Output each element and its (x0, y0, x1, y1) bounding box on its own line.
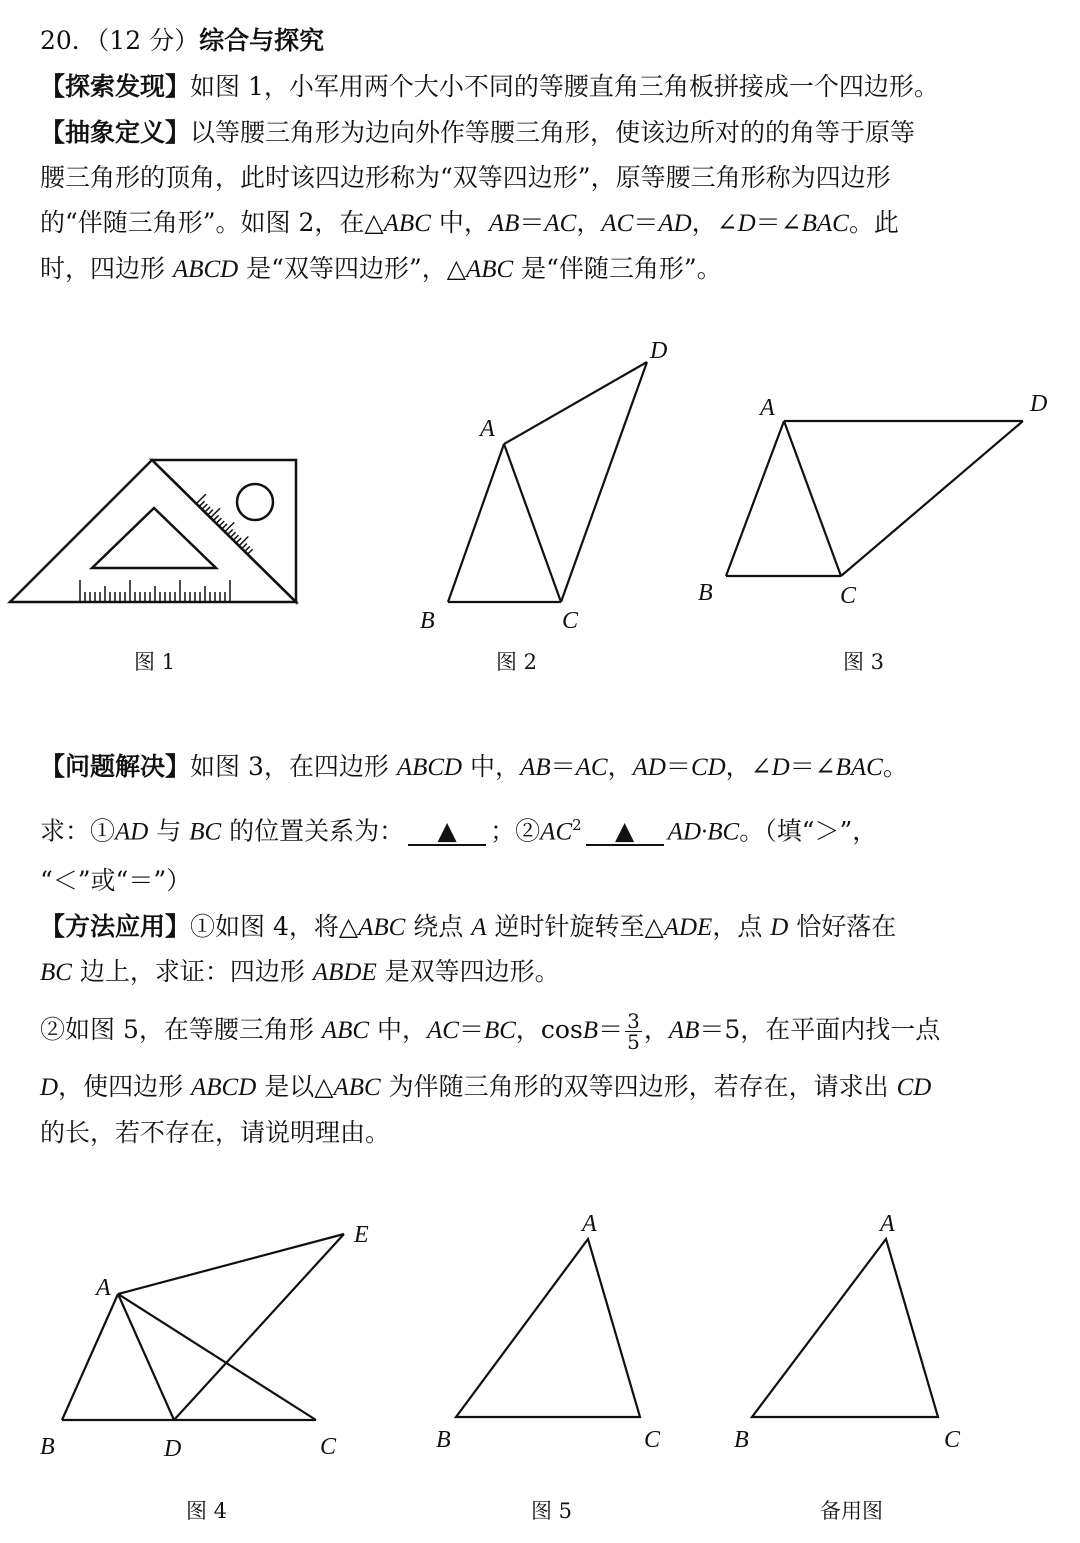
text: 与 (148, 816, 190, 846)
text: “＜”或“＝”） (40, 866, 192, 895)
method-line-5 (40, 1116, 390, 1150)
text: ＝5，在平面内找一点 (699, 1015, 941, 1044)
ruler-tick-diagonal (236, 538, 242, 544)
text: ＝ (550, 752, 576, 781)
ruler-tick-diagonal (224, 522, 234, 532)
ruler-tick-diagonal (244, 546, 250, 552)
figure-1-caption: 图 1 (134, 650, 176, 674)
triangle-ABC (752, 1239, 938, 1417)
ruler-tick-diagonal (196, 494, 206, 504)
fraction-denominator: 5 (627, 1030, 640, 1054)
text: 求：① (40, 816, 116, 846)
text: 的“伴随三角形”。如图 2，在△ (40, 208, 384, 237)
math: BC (189, 818, 222, 846)
fraction-numerator: 3 (627, 1009, 640, 1033)
text: ＝ (458, 1015, 484, 1044)
math: A (471, 914, 487, 941)
math: BC (483, 1017, 516, 1044)
ruler-tick-diagonal (230, 532, 236, 538)
text: 绕点 (405, 912, 472, 941)
figure-5-diagram (430, 1205, 690, 1460)
math: AC (426, 1017, 459, 1044)
definition-text-2: 腰三角形的顶角，此时该四边形称为“双等四边形”，原等腰三角形称为四边形 (40, 163, 891, 192)
math: D (771, 754, 790, 781)
fraction-three-fifths (625, 1011, 642, 1052)
text: 是“伴随三角形”。 (513, 254, 722, 283)
text: 的长，若不存在，请说明理由。 (40, 1118, 391, 1147)
text: 边上，求证：四边形 (71, 957, 313, 986)
text: 中， (369, 1015, 427, 1044)
text: 恰好落在 (788, 912, 897, 941)
figure-4-caption: 图 4 (186, 1499, 228, 1523)
text: 中， (430, 208, 489, 237)
segment-AB (726, 421, 784, 576)
text: ＝ (633, 208, 659, 237)
segment-AB (448, 444, 504, 602)
explore-heading: 【探索发现】 (40, 72, 191, 101)
definition-text-1: 以等腰三角形为边向外作等腰三角形，使该边所对的的角等于原等 (190, 118, 916, 147)
definition-line-3 (40, 206, 899, 241)
explore-paragraph (40, 70, 939, 104)
label-A: A (480, 416, 495, 442)
text: 如图 3，在四边形 (190, 752, 397, 781)
segment-AC (504, 444, 561, 602)
text: ②如图 5，在等腰三角形 (40, 1015, 322, 1044)
math: AD (658, 210, 692, 237)
figure-3-caption: 图 3 (843, 650, 885, 674)
label-A: A (96, 1275, 111, 1301)
small-set-square (152, 460, 296, 602)
ruler-tick-diagonal (210, 508, 220, 518)
text: 的位置关系为： (221, 816, 405, 846)
math: AC (544, 210, 577, 237)
problem-line-1 (40, 750, 908, 785)
explore-text: 如图 1，小军用两个大小不同的等腰直角三角板拼接成一个四边形。 (190, 72, 939, 101)
answer-blank-2[interactable]: ▲ (586, 818, 664, 846)
math: ABC (333, 1074, 381, 1101)
method-line-1 (40, 910, 896, 945)
text: ，∠ (725, 752, 772, 781)
segment-AE (118, 1234, 344, 1294)
math: ADE (663, 914, 713, 941)
label-C: C (320, 1434, 337, 1460)
label-B: B (698, 580, 713, 606)
ruler-tick-diagonal (207, 510, 213, 516)
superscript: 2 (572, 816, 582, 834)
math: BAC (801, 210, 849, 237)
text: 。（填“＞”， (739, 816, 878, 846)
label-B: B (420, 608, 435, 634)
definition-line-2 (40, 161, 891, 195)
text: ，∠ (691, 208, 738, 237)
text: 逆时针旋转至△ (486, 912, 664, 941)
problem-heading: 【问题解决】 (40, 752, 191, 781)
label-E: E (354, 1222, 369, 1248)
question-topic: 综合与探究 (199, 26, 325, 55)
ruler-tick-diagonal (204, 507, 210, 513)
figure-4-diagram (30, 1210, 390, 1470)
label-B: B (436, 1427, 451, 1453)
math: AC (540, 818, 573, 846)
label-B: B (40, 1434, 55, 1460)
problem-line-3 (40, 864, 191, 898)
math: B (582, 1017, 599, 1044)
set-square-hole (237, 484, 273, 520)
text: 为伴随三角形的双等四边形，若存在，请求出 (380, 1072, 897, 1101)
figure-3-diagram (690, 385, 1070, 615)
segment-DE (174, 1234, 344, 1420)
ruler-tick-diagonal (219, 521, 225, 527)
figure-1-set-squares (0, 440, 310, 620)
method-line-4 (40, 1070, 931, 1105)
definition-heading: 【抽象定义】 (40, 118, 191, 147)
ruler-tick-diagonal (221, 524, 227, 530)
text: 。此 (848, 208, 899, 237)
spare-figure-caption: 备用图 (820, 1499, 883, 1523)
ruler-tick-diagonal (202, 504, 208, 510)
answer-blank-1[interactable]: ▲ (408, 818, 486, 846)
segment-AB (62, 1294, 118, 1420)
ruler-tick-diagonal (241, 544, 247, 550)
text: ＝ (519, 208, 545, 237)
figure-2-caption: 图 2 (496, 650, 538, 674)
label-A: A (582, 1211, 597, 1237)
math: ABDE (312, 959, 377, 986)
text: ①如图 4，将△ (190, 912, 359, 941)
segment-AC (784, 421, 841, 576)
segment-CD (841, 421, 1023, 576)
label-D: D (164, 1436, 182, 1462)
segment-AC (118, 1294, 316, 1420)
math: D (40, 1074, 59, 1101)
text: ＝ (665, 752, 691, 781)
math: AB (520, 754, 551, 781)
math: CD (896, 1074, 932, 1101)
ruler-tick-diagonal (247, 549, 253, 555)
triangle-ABC (456, 1239, 640, 1417)
math: AD (632, 754, 666, 781)
math: AC (601, 210, 634, 237)
segment-CD (561, 362, 647, 602)
spare-figure-diagram (728, 1205, 988, 1460)
ruler-tick-diagonal (213, 515, 219, 521)
math: BAC (835, 754, 883, 781)
segment-AD (504, 362, 647, 444)
method-line-2 (40, 955, 560, 990)
ruler-tick-diagonal (233, 535, 239, 541)
label-C: C (644, 1427, 661, 1453)
math: CD (690, 754, 726, 781)
math: ABC (465, 256, 514, 283)
label-C: C (944, 1427, 961, 1453)
definition-line-4 (40, 252, 722, 287)
label-C: C (562, 608, 579, 634)
math: ABCD (396, 754, 463, 781)
ruler-tick-diagonal (199, 501, 205, 507)
text: 是“双等四边形”，△ (238, 254, 466, 283)
inner-triangle-cutout (92, 508, 216, 568)
text: 是双等四边形。 (376, 957, 560, 986)
method-heading: 【方法应用】 (40, 912, 191, 941)
text: 中， (462, 752, 521, 781)
math: ABCD (191, 1074, 257, 1101)
ruler-tick-diagonal (238, 537, 248, 547)
text: ＝ (598, 1015, 624, 1044)
question-number: 20．（12 分） (40, 26, 200, 55)
definition-line-1 (40, 116, 915, 150)
ruler-tick-diagonal (216, 518, 222, 524)
math: ABC (358, 914, 406, 941)
label-D: D (1030, 391, 1048, 417)
text: ， (643, 1015, 669, 1044)
ruler-tick-diagonal (227, 529, 233, 535)
text: ＝∠ (755, 208, 802, 237)
text: ；② (490, 816, 541, 846)
method-line-3 (40, 1011, 940, 1052)
question-title (40, 24, 324, 58)
figure-5-caption: 图 5 (531, 1499, 573, 1523)
math: BC (40, 959, 72, 986)
label-A: A (760, 395, 775, 421)
math: D (770, 914, 789, 941)
text: 时，四边形 (40, 254, 173, 283)
label-A: A (880, 1211, 895, 1237)
text: ＝∠ (789, 752, 836, 781)
math: ABC (383, 210, 431, 237)
text: ，cos (515, 1015, 583, 1044)
math: D (737, 210, 756, 237)
problem-line-2 (40, 808, 877, 849)
label-D: D (650, 338, 668, 364)
math: ABC (321, 1017, 370, 1044)
math: AB (488, 210, 520, 237)
math: AB (668, 1017, 700, 1044)
large-set-square (10, 460, 296, 602)
text: ，使四边形 (58, 1072, 192, 1101)
math: AD (115, 818, 149, 846)
text: 是以△ (256, 1072, 334, 1101)
math: ABCD (172, 256, 239, 283)
math: AD·BC (667, 818, 740, 846)
text: ， (607, 752, 633, 781)
label-C: C (840, 583, 857, 609)
text: ，点 (712, 912, 771, 941)
label-B: B (734, 1427, 749, 1453)
math: AC (575, 754, 608, 781)
figure-2-diagram (410, 330, 690, 640)
text: ， (576, 208, 602, 237)
text: 。 (882, 752, 908, 781)
